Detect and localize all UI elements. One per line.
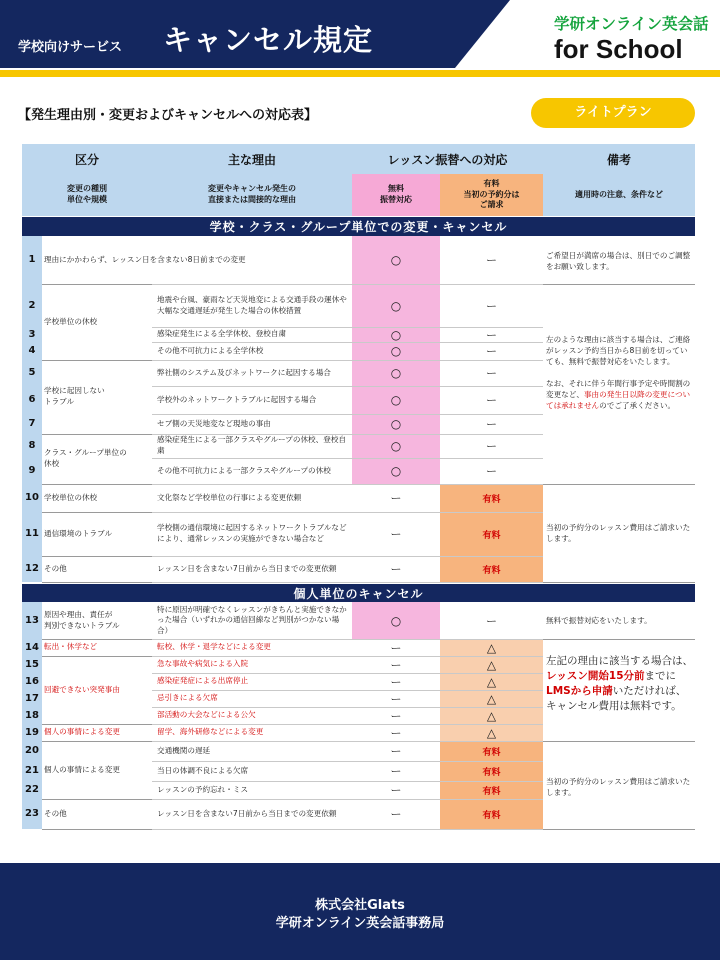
free-transfer-mark: ー: [390, 784, 402, 797]
paid-mark: 有料: [482, 786, 501, 797]
reason-text: 特に原因が明確でなくレッスンがきちんと実施できなかった場合（いずれかの通信回線など判別がつかない場合）: [157, 604, 347, 635]
row-number: 7: [28, 418, 36, 429]
row-number: 16: [25, 676, 39, 687]
reason-text: その他不可抗力による全学休校: [157, 345, 264, 355]
free-transfer-mark: ー: [390, 726, 402, 740]
paid-mark: ー: [486, 465, 497, 478]
table-caption: 【発生理由別・変更およびキャンセルへの対応表】: [18, 108, 318, 123]
section-header-group: 学校・クラス・グループ単位での変更・キャンセル: [22, 217, 695, 236]
reason-text: 文化祭など学校単位の行事による変更依頼: [157, 492, 302, 502]
reason-text: 部活動の大会などによる公欠: [157, 710, 256, 720]
reason-text: その他不可抗力による一部クラスやグループの休校: [157, 465, 331, 475]
paid-mark: △: [486, 725, 497, 740]
reason-text: 留学、海外研修などによる変更: [157, 727, 264, 737]
subheader-remarks: 適用時の注意、条件など: [543, 174, 695, 216]
paid-mark: ー: [486, 345, 497, 358]
remarks-divider: [543, 741, 695, 742]
remark-6: 当初の予約分のレッスン費用はご請求いたします。: [546, 777, 691, 797]
remarks-divider: [543, 484, 695, 485]
free-transfer-mark: ー: [390, 563, 402, 576]
remark-5-c: までに: [644, 669, 677, 682]
category-label: 個人の事情による変更: [44, 727, 120, 737]
row-number: 21: [25, 765, 39, 776]
category-label: 個人の事情による変更: [44, 764, 120, 774]
row-number: 17: [25, 693, 39, 704]
row-number: 3: [28, 329, 36, 340]
free-transfer-mark: ○: [390, 439, 402, 453]
category-label: 学校単位の休校: [44, 316, 98, 326]
row-number: 15: [25, 659, 39, 670]
remark-1: ご希望日が満席の場合は、別日でのご調整をお願い致します。: [546, 251, 691, 271]
brand-logo-top: 学研オンライン英会話: [554, 15, 709, 33]
reason-text: セブ側の天災地変など現地の事由: [157, 418, 271, 428]
category-label: 学校に起因しない トラブル: [44, 386, 105, 406]
paid-mark: ー: [486, 394, 497, 407]
subheader-free-transfer: 無料 振替対応: [352, 174, 440, 216]
group-divider: [42, 829, 152, 830]
paid-mark: ー: [486, 614, 497, 628]
col-header-category: 区分: [22, 144, 152, 174]
free-transfer-mark: ○: [390, 393, 402, 407]
remark-4: 無料で振替対応をいたします。: [546, 616, 652, 625]
row-number: 13: [25, 615, 39, 626]
category-label: クラス・グループ単位の 休校: [44, 448, 127, 468]
remark-5-time: レッスン開始15分前: [546, 669, 645, 682]
paid-mark: △: [486, 708, 497, 723]
paid-mark: △: [486, 674, 497, 689]
category-label: 転出・休学など: [44, 642, 98, 652]
reason-text: 学校外のネットワークトラブルに起因する場合: [157, 394, 317, 404]
paid-mark: 有料: [482, 747, 501, 758]
page-title: キャンセル規定: [163, 23, 374, 57]
section-header-individual: 個人単位のキャンセル: [22, 584, 695, 602]
row-number: 23: [25, 808, 39, 819]
row-number: 19: [25, 727, 39, 738]
row-number: 10: [25, 492, 39, 503]
row-divider: [152, 582, 543, 583]
reason-text: 感染症発生による全学休校、登校自粛: [157, 329, 287, 339]
subheader-category: 変更の種別 単位や規模: [22, 174, 152, 216]
plan-badge: ライトプラン: [531, 98, 695, 128]
free-transfer-mark: ー: [390, 765, 402, 778]
category-label: 学校単位の休校: [44, 492, 98, 502]
paid-mark: 有料: [482, 810, 501, 821]
free-transfer-mark: ○: [390, 253, 402, 267]
remark-5-e: いただければ、キャンセル費用は無料です。: [546, 684, 687, 712]
header-subtitle: 学校向けサービス: [18, 40, 123, 55]
row-number: 22: [25, 784, 39, 795]
category-label: 通信環境のトラブル: [44, 528, 113, 538]
row-number: 6: [28, 394, 36, 405]
row-number: 4: [28, 345, 36, 356]
footer-company: 株式会社Glats: [315, 898, 405, 913]
brand-logo-bottom: for School: [554, 34, 683, 64]
remark-2-note: なお、それに伴う年間行事予定や時間割の変更など、: [546, 379, 691, 399]
cancellation-table: [22, 144, 695, 829]
free-transfer-mark: ー: [390, 658, 402, 672]
paid-mark: ー: [486, 367, 497, 380]
row-number: 12: [25, 563, 39, 574]
category-label: 回避できない突発事由: [44, 684, 120, 694]
remark-5-a: 左記の理由に該当する場合は、: [546, 655, 693, 667]
remark-3: 当初の予約分のレッスン費用はご請求いたします。: [546, 523, 691, 543]
row-number: 2: [28, 300, 36, 311]
free-transfer-mark: ー: [390, 528, 402, 541]
free-transfer-mark: ー: [390, 745, 402, 758]
row-number: 11: [25, 528, 39, 539]
paid-mark: 有料: [482, 565, 501, 576]
reason-text: レッスン日を含まない7日前から当日までの変更依頼: [157, 808, 337, 818]
free-transfer-mark: ○: [390, 344, 402, 358]
col-header-remarks: 備考: [543, 144, 695, 174]
row-number: 20: [25, 745, 39, 756]
free-transfer-mark: ー: [390, 709, 402, 723]
group-divider: [42, 582, 152, 583]
row-number: 18: [25, 710, 39, 721]
free-transfer-mark: ○: [390, 613, 402, 628]
remark-5: [546, 654, 694, 714]
subheader-paid: 有料 当初の予約分は ご請求: [440, 174, 543, 216]
paid-mark: 有料: [482, 530, 501, 541]
row-number: 5: [28, 367, 36, 378]
reason-text: 感染症発生による一部クラスやグループの休校、登校自粛: [157, 435, 347, 455]
row-divider: [152, 829, 543, 830]
reason-text: 急な事故や病気による入院: [157, 659, 249, 669]
category-label: 理由にかかわらず、レッスン日を含まない8日前までの変更: [44, 254, 246, 264]
reason-text: 弊社側のシステム及びネットワークに起因する場合: [157, 367, 331, 377]
header-accent-line: [0, 70, 720, 77]
free-transfer-mark: ○: [390, 327, 402, 342]
free-transfer-mark: ○: [390, 298, 402, 313]
category-label: その他: [44, 808, 67, 818]
remark-2: [546, 334, 694, 411]
free-transfer-mark: ー: [390, 675, 402, 689]
remark-2-end: のでご了承ください。: [599, 401, 676, 410]
reason-text: 忌引きによる欠席: [157, 693, 218, 703]
paid-mark: △: [486, 640, 497, 655]
col-header-transfer: レッスン振替への対応: [352, 144, 543, 174]
paid-mark: ー: [486, 418, 497, 431]
col-header-reason: 主な理由: [152, 144, 352, 174]
free-transfer-mark: ○: [390, 464, 402, 478]
paid-mark: 有料: [482, 494, 501, 505]
paid-mark: ー: [486, 440, 497, 453]
paid-mark: 有料: [482, 767, 501, 778]
free-transfer-mark: ○: [390, 366, 402, 380]
free-transfer-mark: ー: [390, 808, 402, 821]
free-transfer-mark: ○: [390, 417, 402, 431]
remark-5-lms: LMSから申請: [546, 684, 613, 697]
free-transfer-mark: ー: [390, 492, 402, 505]
reason-text: 学校側の通信環境に起因するネットワークトラブルなどにより、通常レッスンの実施ができない場合など: [157, 523, 347, 543]
reason-text: 転校、休学・退学などによる変更: [157, 642, 271, 652]
paid-mark: △: [486, 691, 497, 706]
category-label: 原因や理由、責任が 判別できないトラブル: [44, 609, 120, 630]
remarks-divider: [543, 284, 695, 285]
reason-text: 交通機関の遅延: [157, 745, 211, 755]
footer-office: 学研オンライン英会話事務局: [275, 916, 445, 931]
free-transfer-mark: ー: [390, 692, 402, 706]
reason-text: 地震や台風、豪雨など天災地変による交通手段の運休や大幅な交通遅延が発生した場合の休校措置: [157, 294, 347, 315]
category-label: その他: [44, 563, 67, 573]
reason-text: 当日の体調不良による欠席: [157, 765, 249, 775]
paid-mark: ー: [486, 328, 497, 342]
paid-mark: ー: [486, 254, 497, 267]
remarks-divider: [543, 582, 695, 583]
reason-text: レッスン日を含まない7日前から当日までの変更依頼: [157, 563, 337, 573]
remark-2-warning: 事由の発生日以降の変更については承れません: [546, 390, 691, 410]
free-transfer-mark: ー: [390, 641, 402, 655]
row-number: 14: [25, 642, 39, 653]
page-header: [0, 0, 720, 80]
row-number: 1: [28, 254, 36, 265]
paid-mark: △: [486, 657, 497, 672]
remarks-divider: [543, 639, 695, 640]
row-number: 8: [28, 440, 36, 451]
page-footer: [0, 863, 720, 960]
subheader-reason: 変更やキャンセル発生の 直接または間接的な理由: [152, 174, 352, 216]
remarks-divider: [543, 829, 695, 830]
remark-2-text: 左のような理由に該当する場合は、ご連絡がレッスン予約当日から8日前を切っていても、無料で振替対応をいたします。: [546, 335, 691, 366]
reason-text: レッスンの予約忘れ・ミス: [157, 784, 249, 794]
paid-mark: ー: [486, 299, 497, 313]
row-number: 9: [28, 465, 36, 476]
reason-text: 感染症発症による出席停止: [157, 676, 249, 686]
